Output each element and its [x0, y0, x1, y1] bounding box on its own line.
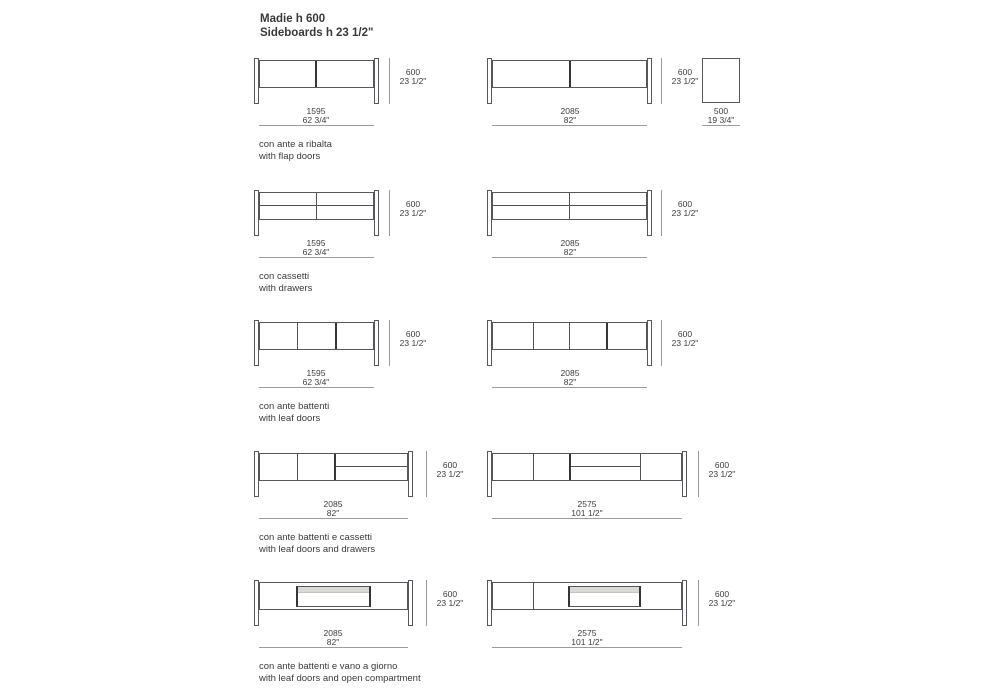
caption-english: with leaf doors and drawers — [259, 544, 376, 555]
cabinet-right-leg — [408, 580, 413, 626]
drawer-divider-vertical — [316, 193, 317, 219]
width-mm-label: 2575 — [577, 499, 597, 509]
height-dim-line — [698, 451, 699, 497]
cabinet-right-leg — [647, 190, 652, 236]
width-dim-line — [259, 518, 408, 519]
width-in-label: 82" — [563, 115, 577, 125]
width-dim-line — [259, 125, 374, 126]
side-view-outline — [702, 58, 740, 103]
height-dim — [393, 200, 433, 218]
width-in-label: 82" — [563, 377, 577, 387]
cabinet-body — [259, 192, 374, 220]
height-in-label: 23 1/2" — [671, 76, 699, 86]
width-dim — [266, 369, 366, 387]
drawer-divider-horizontal — [260, 205, 373, 206]
caption-italian: con ante battenti — [259, 401, 330, 412]
height-in-label: 23 1/2" — [708, 469, 736, 479]
door-divider — [533, 454, 534, 480]
width-dim-line — [492, 257, 647, 258]
door-divider — [533, 583, 534, 609]
height-mm-label: 600 — [677, 199, 693, 209]
width-mm-label: 1595 — [306, 368, 326, 378]
cabinet-body — [259, 60, 374, 88]
width-in-label: 62 3/4" — [302, 247, 330, 257]
drawer-divider-horizontal — [571, 466, 640, 467]
height-mm-label: 600 — [677, 67, 693, 77]
width-dim-line — [259, 647, 408, 648]
height-mm-label: 600 — [714, 589, 730, 599]
width-mm-label: 2085 — [560, 368, 580, 378]
height-dim-line — [389, 320, 390, 366]
cabinet-right-leg — [682, 580, 687, 626]
cabinet-body — [492, 60, 647, 88]
height-in-label: 23 1/2" — [671, 338, 699, 348]
width-dim — [520, 369, 620, 387]
cabinet-right-leg — [647, 58, 652, 104]
title-line-english: Sideboards h 23 1/2" — [260, 27, 374, 39]
caption-english: with leaf doors and open compartment — [259, 673, 421, 684]
door-divider — [569, 61, 571, 87]
door-divider — [315, 61, 317, 87]
caption-english: with drawers — [259, 283, 313, 294]
width-in-label: 82" — [563, 247, 577, 257]
width-dim-line — [492, 518, 682, 519]
height-in-label: 23 1/2" — [671, 208, 699, 218]
height-mm-label: 600 — [405, 329, 421, 339]
width-mm-label: 2085 — [560, 238, 580, 248]
depth-mm-label: 500 — [713, 106, 729, 116]
height-dim — [702, 461, 742, 479]
drawer-divider-horizontal — [336, 466, 407, 467]
cabinet-right-leg — [682, 451, 687, 497]
height-dim — [393, 68, 433, 86]
width-dim-line — [259, 387, 374, 388]
height-dim — [665, 200, 705, 218]
drawer-divider-vertical — [569, 193, 570, 219]
width-in-label: 101 1/2" — [571, 508, 603, 518]
width-mm-label: 2575 — [577, 628, 597, 638]
width-in-label: 62 3/4" — [302, 377, 330, 387]
title-line-italian: Madie h 600 — [260, 13, 326, 25]
height-dim-line — [426, 580, 427, 626]
width-in-label: 82" — [326, 508, 340, 518]
height-in-label: 23 1/2" — [436, 598, 464, 608]
width-in-label: 82" — [326, 637, 340, 647]
door-divider-thick — [569, 454, 571, 480]
cabinet-body — [259, 453, 408, 481]
compartment-shadow — [298, 587, 369, 593]
cabinet-right-leg — [374, 320, 379, 366]
height-in-label: 23 1/2" — [708, 598, 736, 608]
compartment-shadow — [570, 587, 639, 593]
cabinet-body — [492, 322, 647, 350]
height-dim-line — [389, 190, 390, 236]
height-dim — [702, 590, 742, 608]
width-dim — [520, 239, 620, 257]
door-divider-thick — [606, 323, 608, 349]
height-mm-label: 600 — [442, 460, 458, 470]
caption-drawers — [259, 271, 312, 295]
width-in-label: 62 3/4" — [302, 115, 330, 125]
width-dim — [537, 629, 637, 647]
cabinet-right-leg — [647, 320, 652, 366]
width-dim — [520, 107, 620, 125]
width-mm-label: 1595 — [306, 106, 326, 116]
cabinet-body — [492, 582, 682, 610]
cabinet-body — [492, 453, 682, 481]
caption-italian: con ante battenti e vano a giorno — [259, 661, 398, 672]
caption-open-compartment — [259, 661, 421, 685]
door-divider — [297, 454, 298, 480]
caption-english: with leaf doors — [259, 413, 321, 424]
open-compartment — [568, 586, 641, 607]
height-in-label: 23 1/2" — [399, 208, 427, 218]
cabinet-right-leg — [374, 190, 379, 236]
height-dim — [430, 590, 470, 608]
door-divider-thick — [335, 323, 337, 349]
cabinet-body — [259, 322, 374, 350]
caption-italian: con ante battenti e cassetti — [259, 532, 373, 543]
depth-dim — [691, 107, 751, 125]
width-mm-label: 1595 — [306, 238, 326, 248]
width-dim-line — [492, 125, 647, 126]
cabinet-body — [259, 582, 408, 610]
height-dim — [430, 461, 470, 479]
height-dim — [393, 330, 433, 348]
height-dim-line — [698, 580, 699, 626]
page-title — [260, 12, 373, 40]
drawer-divider-horizontal — [493, 205, 646, 206]
depth-in-label: 19 3/4" — [707, 115, 735, 125]
width-dim — [266, 107, 366, 125]
width-dim-line — [259, 257, 374, 258]
door-divider — [297, 323, 298, 349]
height-mm-label: 600 — [405, 199, 421, 209]
width-dim — [283, 629, 383, 647]
height-in-label: 23 1/2" — [399, 338, 427, 348]
height-dim-line — [389, 58, 390, 104]
caption-italian: con cassetti — [259, 271, 310, 282]
door-divider — [640, 454, 641, 480]
height-dim-line — [661, 190, 662, 236]
height-dim — [665, 330, 705, 348]
height-dim-line — [426, 451, 427, 497]
caption-english: with flap doors — [259, 151, 321, 162]
height-mm-label: 600 — [442, 589, 458, 599]
caption-italian: con ante a ribalta — [259, 139, 332, 150]
width-mm-label: 2085 — [323, 628, 343, 638]
width-dim — [266, 239, 366, 257]
open-compartment — [296, 586, 371, 607]
door-divider — [533, 323, 534, 349]
caption-leaf-doors — [259, 401, 329, 425]
height-dim-line — [661, 58, 662, 104]
depth-dim-line — [702, 125, 740, 126]
width-dim-line — [492, 387, 647, 388]
width-dim-line — [492, 647, 682, 648]
cabinet-right-leg — [408, 451, 413, 497]
width-mm-label: 2085 — [560, 106, 580, 116]
door-divider — [569, 323, 570, 349]
height-mm-label: 600 — [677, 329, 693, 339]
cabinet-right-leg — [374, 58, 379, 104]
cabinet-body — [492, 192, 647, 220]
height-in-label: 23 1/2" — [436, 469, 464, 479]
door-divider-thick — [334, 454, 336, 480]
width-mm-label: 2085 — [323, 499, 343, 509]
height-dim-line — [661, 320, 662, 366]
height-dim — [665, 68, 705, 86]
caption-leaf-doors-drawers — [259, 532, 375, 556]
caption-flap-doors — [259, 139, 332, 163]
width-dim — [283, 500, 383, 518]
width-in-label: 101 1/2" — [571, 637, 603, 647]
width-dim — [537, 500, 637, 518]
height-in-label: 23 1/2" — [399, 76, 427, 86]
height-mm-label: 600 — [405, 67, 421, 77]
height-mm-label: 600 — [714, 460, 730, 470]
